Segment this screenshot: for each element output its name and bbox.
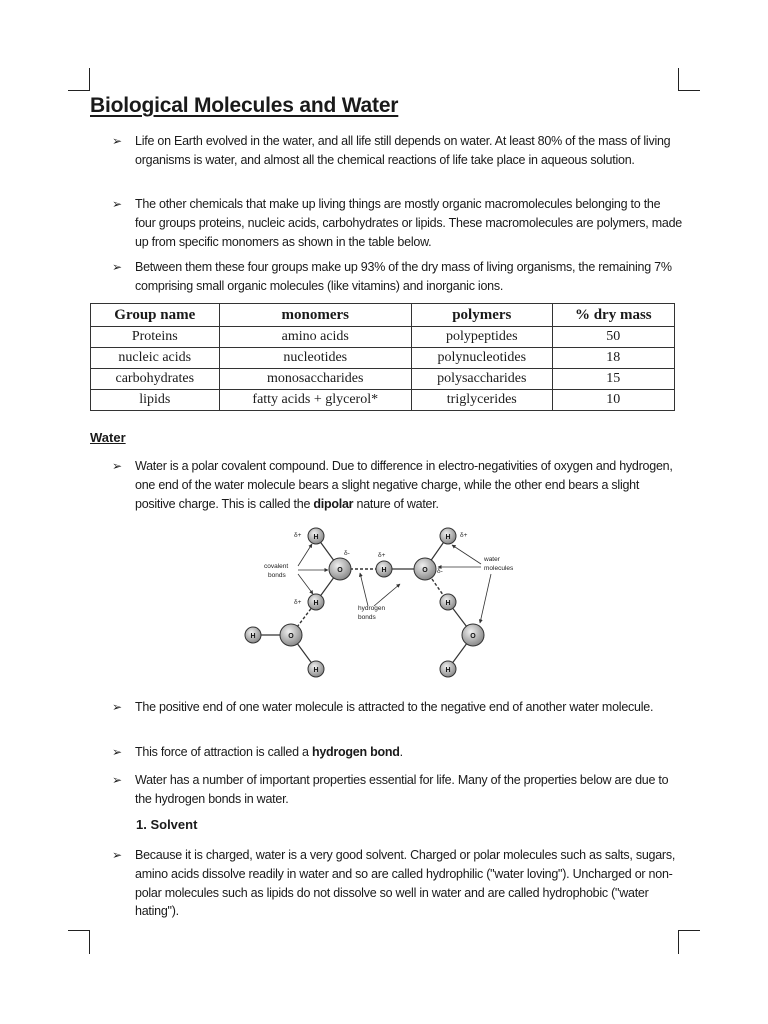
atom-label: H bbox=[313, 534, 319, 541]
bullet-text: Life on Earth evolved in the water, and all life still depends on water. At least 80% of the mass of living organisms is water, and almost all the chemical reactions of life take place in aqueous solution. bbox=[135, 134, 671, 167]
table-cell: 10 bbox=[552, 390, 674, 411]
table-cell: polysaccharides bbox=[411, 369, 552, 390]
label-water: water bbox=[484, 556, 500, 563]
atom-label: O bbox=[337, 567, 343, 574]
bullet-text: The positive end of one water molecule is attracted to the negative end of another water molecule. bbox=[135, 700, 654, 714]
water-hydrogen-bond-diagram bbox=[234, 520, 534, 680]
text-run: nature of water. bbox=[353, 496, 439, 511]
table-cell: 50 bbox=[552, 327, 674, 348]
table-row bbox=[91, 390, 675, 411]
label-molecules: molecules bbox=[484, 565, 514, 572]
pointer-arrows bbox=[298, 544, 491, 623]
text-run: . bbox=[399, 745, 403, 759]
bullet-positive-end bbox=[112, 698, 682, 717]
bullet-properties bbox=[112, 771, 682, 809]
bullet-hydrogen-bond bbox=[112, 743, 682, 762]
delta-plus-label: δ+ bbox=[294, 532, 302, 539]
table-header: % dry mass bbox=[552, 304, 674, 327]
table-header: polymers bbox=[411, 304, 552, 327]
atom-label: H bbox=[445, 600, 451, 607]
table-row bbox=[91, 348, 675, 369]
table-cell: fatty acids + glycerol* bbox=[219, 390, 411, 411]
delta-plus-label: δ+ bbox=[460, 532, 468, 539]
macromolecule-table bbox=[90, 303, 675, 411]
atom-label: H bbox=[445, 667, 451, 674]
bullet-arrow-icon: ➢ bbox=[112, 700, 123, 714]
bullet-dipolar bbox=[112, 457, 682, 513]
atom-label: H bbox=[445, 534, 451, 541]
bullet-arrow-icon: ➢ bbox=[112, 848, 123, 862]
table-cell: nucleic acids bbox=[91, 348, 220, 369]
crop-mark-top-left-v bbox=[89, 68, 90, 90]
crop-mark-top-right-h bbox=[678, 90, 700, 91]
bullet-arrow-icon: ➢ bbox=[112, 197, 123, 211]
atom-label: O bbox=[470, 633, 476, 640]
crop-mark-bottom-left-h bbox=[68, 930, 90, 931]
bullet-text bbox=[135, 457, 682, 513]
bullet-text bbox=[135, 743, 682, 762]
table-header-row bbox=[91, 304, 675, 327]
table-header: Group name bbox=[91, 304, 220, 327]
page-title: Biological Molecules and Water bbox=[90, 94, 399, 117]
atom-label: O bbox=[288, 633, 294, 640]
table-header: monomers bbox=[219, 304, 411, 327]
delta-plus-label: δ+ bbox=[378, 552, 386, 559]
table-cell: nucleotides bbox=[219, 348, 411, 369]
bold-term: hydrogen bond bbox=[311, 745, 400, 759]
table-cell: polynucleotides bbox=[411, 348, 552, 369]
table-cell: lipids bbox=[91, 390, 220, 411]
bullet-text: Because it is charged, water is a very good solvent. Charged or polar molecules such as salts, sugars, amino acids dissolve readily in water and so are called hydrophilic ("water loving"). Uncharged or non-polar molecules such as lipids do not dissolve so well in water and are called hydrophobic ("water hating"). bbox=[135, 848, 676, 919]
bullet-solvent bbox=[112, 846, 682, 921]
delta-minus-label: δ- bbox=[437, 568, 443, 575]
bullet-text: Between them these four groups make up 93% of the dry mass of living organisms, the remaining 7% comprising small organic molecules (like vitamins) and inorganic ions. bbox=[135, 260, 672, 293]
table-cell: amino acids bbox=[219, 327, 411, 348]
label-covalent: covalent bbox=[264, 563, 289, 570]
crop-mark-bottom-left-v bbox=[89, 930, 90, 954]
text-run: Water is a polar covalent compound. Due to difference in electro-negativities of oxygen and hydrogen, one end of the water molecule bears a slight negative charge, while the other end bears a slight positive charge. This is called the bbox=[135, 459, 673, 511]
table-cell: triglycerides bbox=[411, 390, 552, 411]
bullet-intro-1 bbox=[112, 132, 682, 170]
bold-term: dipolar bbox=[313, 496, 354, 511]
bullet-arrow-icon: ➢ bbox=[112, 745, 123, 759]
table-cell: carbohydrates bbox=[91, 369, 220, 390]
bullet-arrow-icon: ➢ bbox=[112, 134, 123, 148]
atom-label: H bbox=[313, 600, 319, 607]
bullet-arrow-icon: ➢ bbox=[112, 459, 123, 473]
atom-label: H bbox=[250, 633, 256, 640]
atom-label: O bbox=[422, 567, 428, 574]
label-hydrogen-bonds: bonds bbox=[358, 614, 376, 621]
molecule-left-bottom bbox=[245, 624, 324, 677]
delta-plus-label: δ+ bbox=[294, 599, 302, 606]
table-row bbox=[91, 327, 675, 348]
section-heading-water: Water bbox=[90, 430, 126, 445]
bullet-arrow-icon: ➢ bbox=[112, 260, 123, 274]
bullet-intro-3 bbox=[112, 258, 682, 296]
table-cell: polypeptides bbox=[411, 327, 552, 348]
crop-mark-top-left-h bbox=[68, 90, 90, 91]
text-run: This force of attraction is called a bbox=[135, 745, 312, 759]
section-heading-solvent: 1. Solvent bbox=[136, 817, 198, 832]
bullet-intro-2 bbox=[112, 195, 682, 251]
table-cell: Proteins bbox=[91, 327, 220, 348]
table-cell: monosaccharides bbox=[219, 369, 411, 390]
bullet-text: Water has a number of important properties essential for life. Many of the properties below are due to the hydrogen bonds in water. bbox=[135, 773, 669, 806]
table-cell: 15 bbox=[552, 369, 674, 390]
molecule-right-top bbox=[376, 528, 456, 580]
crop-mark-bottom-right-v bbox=[678, 930, 679, 954]
atom-label: H bbox=[381, 567, 387, 574]
bullet-text: The other chemicals that make up living things are mostly organic macromolecules belonging to the four groups proteins, nucleic acids, carbohydrates or lipids. These macromolecules are polymers, made up from specific monomers as shown in the table below. bbox=[135, 197, 683, 249]
crop-mark-top-right-v bbox=[678, 68, 679, 90]
atom-label: H bbox=[313, 667, 319, 674]
label-hydrogen: hydrogen bbox=[358, 605, 386, 612]
crop-mark-bottom-right-h bbox=[678, 930, 700, 931]
bullet-arrow-icon: ➢ bbox=[112, 773, 123, 787]
label-covalent-bonds: bonds bbox=[268, 572, 286, 579]
table-row bbox=[91, 369, 675, 390]
table-cell: 18 bbox=[552, 348, 674, 369]
delta-minus-label: δ- bbox=[344, 550, 350, 557]
